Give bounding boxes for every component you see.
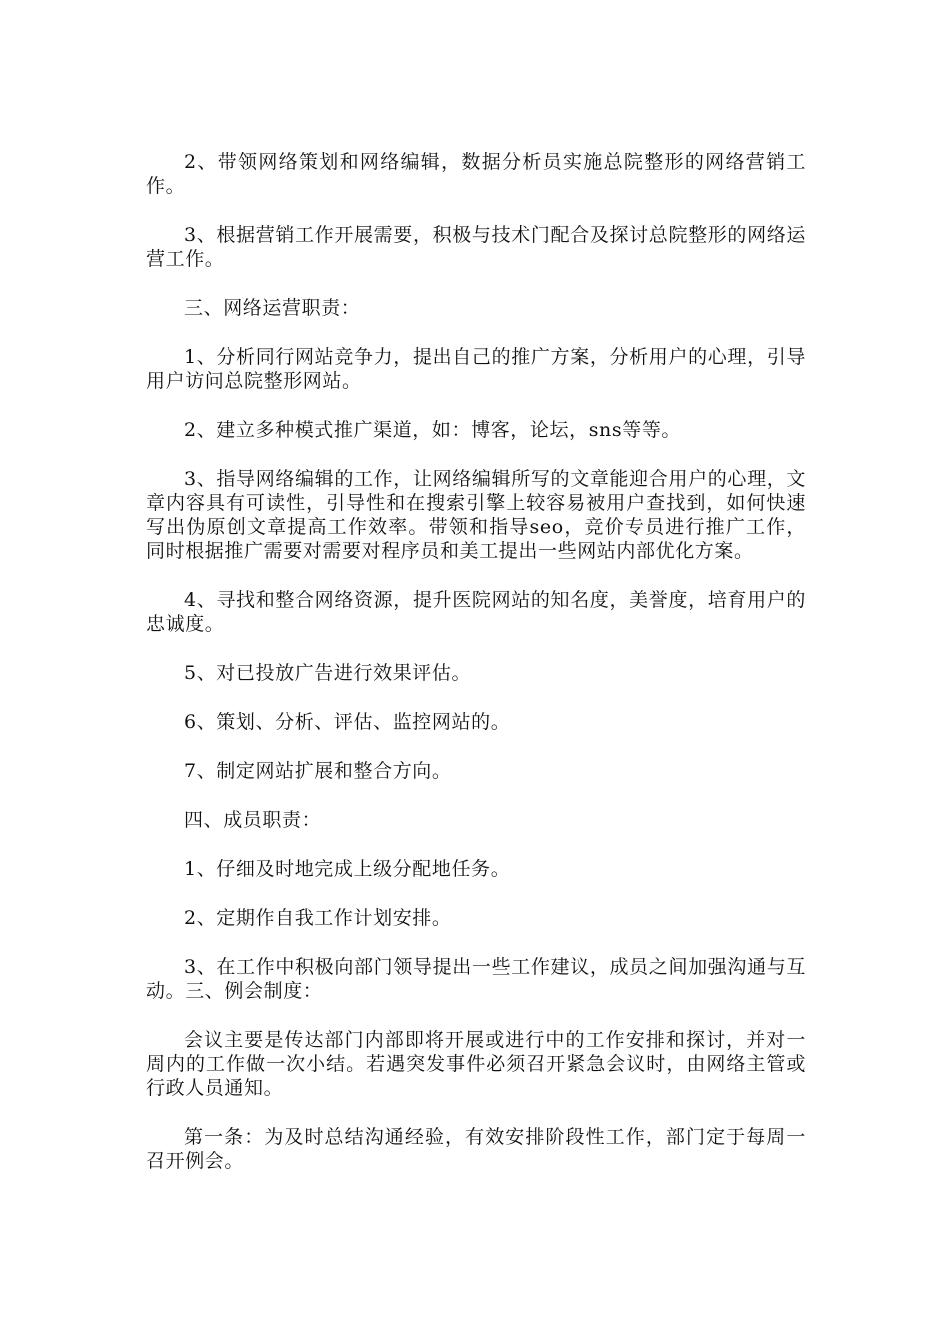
paragraph-12: 3、在工作中积极向部门领导提出一些工作建议，成员之间加强沟通与互动。三、例会制度：: [146, 956, 806, 1002]
paragraph-1: 2、带领网络策划和网络编辑，数据分析员实施总院整形的网络营销工作。: [146, 151, 806, 197]
paragraph-7: 5、对已投放广告进行效果评估。: [184, 662, 472, 684]
section-heading-member-duties: 四、成员职责：: [184, 809, 322, 831]
paragraph-5: 3、指导网络编辑的工作，让网络编辑所写的文章能迎合用户的心理，文章内容具有可读性，引导性和在搜索引擎上较容易被用户查找到，如何快速写出伪原创文章提高工作效率。带领和指导seo，竞价专员进行推广工作，同时根据推广需要对需要对程序员和美工提出一些网站内部优化方案。: [146, 468, 806, 562]
paragraph-4: 2、建立多种模式推广渠道，如：博客，论坛，sns等等。: [184, 419, 682, 441]
paragraph-9: 7、制定网站扩展和整合方向。: [184, 760, 452, 782]
paragraph-10: 1、仔细及时地完成上级分配地任务。: [184, 858, 511, 880]
paragraph-13: 会议主要是传达部门内部即将开展或进行中的工作安排和探讨，并对一周内的工作做一次小结。若遇突发事件必须召开紧急会议时，由网络主管或行政人员通知。: [146, 1029, 806, 1099]
document-body: [146, 150, 806, 1198]
paragraph-6: 4、寻找和整合网络资源，提升医院网站的知名度，美誉度，培育用户的忠诚度。: [146, 589, 806, 635]
paragraph-11: 2、定期作自我工作计划安排。: [184, 907, 452, 929]
paragraph-2: 3、根据营销工作开展需要，积极与技术门配合及探讨总院整形的网络运营工作。: [146, 224, 806, 270]
section-heading-network-operations: 三、网络运营职责：: [184, 297, 361, 319]
paragraph-3: 1、分析同行网站竞争力，提出自己的推广方案，分析用户的心理，引导用户访问总院整形网站。: [146, 346, 806, 392]
paragraph-14: 第一条：为及时总结沟通经验，有效安排阶段性工作，部门定于每周一召开例会。: [146, 1126, 806, 1172]
paragraph-8: 6、策划、分析、评估、监控网站的。: [184, 711, 511, 733]
